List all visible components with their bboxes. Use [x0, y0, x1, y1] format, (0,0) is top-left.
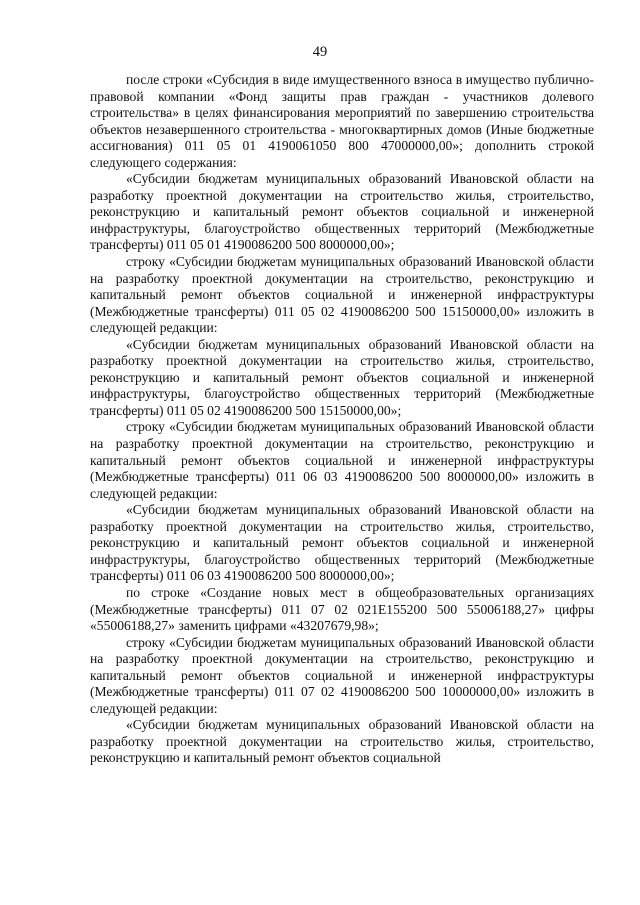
paragraph: строку «Субсидии бюджетам муниципальных образований Ивановской области на разработку проектной документации на строительство, реконструкцию и капитальный ремонт объектов социальной и инженерной инфраструктуры (Межбюджетные трансферты) 011 06 03 4190086200 500 8000000,00» изложить в следующей редакции: [90, 419, 594, 501]
paragraph: после строки «Субсидия в виде имущественного взноса в имущество публично-правовой компании «Фонд защиты прав граждан - участников долевого строительства» в целях финансирования мероприятий по завершению строительства объектов незавершенного строительства - многоквартирных домов (Иные бюджетные ассигнования) 011 05 01 4190061050 800 47000000,00»; дополнить строкой следующего содержания: [90, 72, 594, 170]
paragraph: строку «Субсидии бюджетам муниципальных образований Ивановской области на разработку проектной документации на строительство, реконструкцию и капитальный ремонт объектов социальной и инженерной инфраструктуры (Межбюджетные трансферты) 011 05 02 4190086200 500 15150000,00» изложить в следующей редакции: [90, 254, 594, 336]
paragraph: «Субсидии бюджетам муниципальных образований Ивановской области на разработку проектной документации на строительство жилья, строительство, реконструкцию и капитальный ремонт объектов социальной [90, 717, 594, 766]
paragraph: по строке «Создание новых мест в общеобразовательных организациях (Межбюджетные трансферты) 011 07 02 021Е155200 500 55006188,27» цифры «55006188,27» заменить цифрами «43207679,98»; [90, 584, 594, 634]
paragraph: «Субсидии бюджетам муниципальных образований Ивановской области на разработку проектной документации на строительство жилья, строительство, реконструкцию и капитальный ремонт объектов социальной и инженерной инфраструктуры, благоустройство общественных территорий (Межбюджетные трансферты) 011 06 03 4190086200 500 8000000,00»; [90, 502, 594, 584]
paragraph: «Субсидии бюджетам муниципальных образований Ивановской области на разработку проектной документации на строительство жилья, строительство, реконструкцию и капитальный ремонт объектов социальной и инженерной инфраструктуры, благоустройство общественных территорий (Межбюджетные трансферты) 011 05 01 4190086200 500 8000000,00»; [90, 171, 594, 253]
page-number: 49 [312, 44, 328, 60]
paragraph: «Субсидии бюджетам муниципальных образований Ивановской области на разработку проектной документации на строительство жилья, строительство, реконструкцию и капитальный ремонт объектов социальной и инженерной инфраструктуры, благоустройство общественных территорий (Межбюджетные трансферты) 011 05 02 4190086200 500 15150000,00»; [90, 336, 594, 418]
document-body [90, 72, 594, 767]
paragraph: строку «Субсидии бюджетам муниципальных образований Ивановской области на разработку проектной документации на строительство, реконструкцию и капитальный ремонт объектов социальной и инженерной инфраструктуры (Межбюджетные трансферты) 011 07 02 4190086200 500 10000000,00» изложить в следующей редакции: [90, 634, 594, 716]
